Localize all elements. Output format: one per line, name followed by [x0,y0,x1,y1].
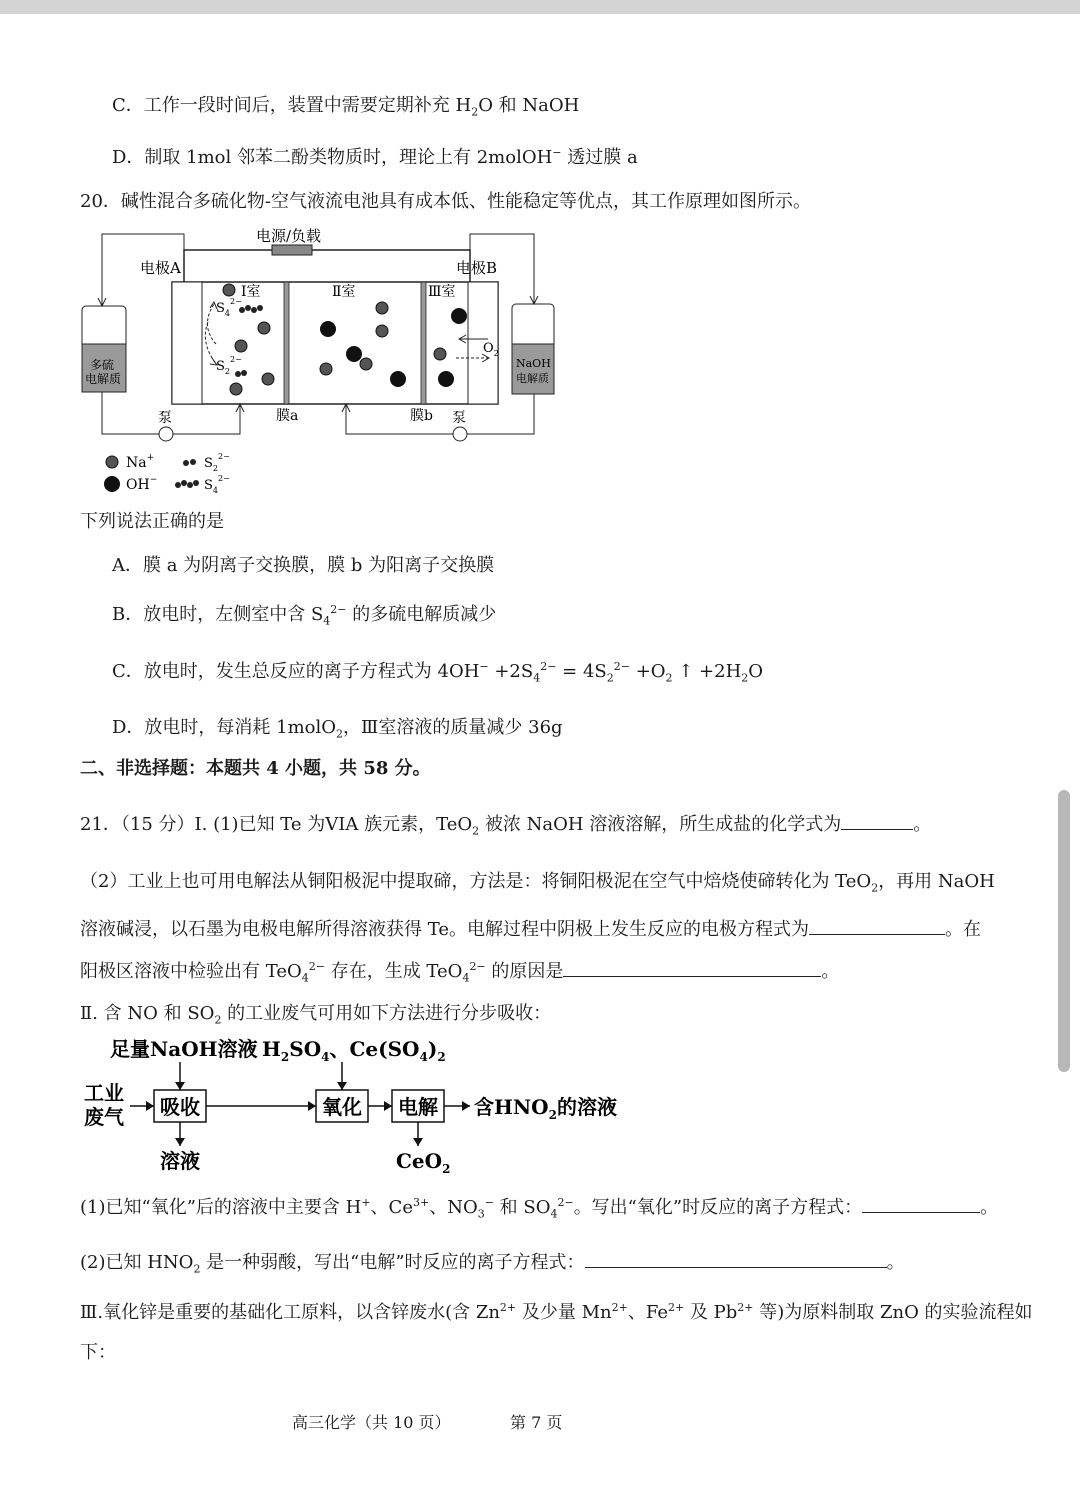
absorb-label: 吸收 [160,1095,200,1119]
q20-prompt: 下列说法正确的是 [80,511,224,532]
flow-input-line2: 废气 [84,1105,124,1129]
top-edge-bar [0,0,1080,14]
flow-byproduct-solution: 溶液 [160,1149,200,1173]
left-tank-label1: 多硫 [90,358,115,372]
answer-blank[interactable] [841,813,913,830]
absorption-flow-diagram [80,1032,640,1182]
na-ion [320,363,332,375]
footer-page-number: 第 7 页 [510,1413,563,1432]
answer-blank[interactable] [809,918,945,935]
electrode-a [172,282,202,404]
right-pump-label: 泵 [452,410,466,426]
left-tank-label2: 电解质 [85,372,122,386]
legend-oh-icon [104,476,120,492]
q21-part1-2-line2: 溶液碱浸，以石墨为电极电解所得溶液获得 Te。电解过程中阴极上发生反应的电极方程式为 。在 [80,919,981,940]
power-wire [184,250,470,282]
right-tank-label1: NaOH [516,357,551,370]
legend-s4-icon [175,480,199,488]
legend-oh: OH− [126,475,158,493]
right-tank-label2: 电解质 [516,372,549,385]
na-ion [434,348,446,360]
legend-s2: $S_2^{2-}$ [204,452,230,473]
s2-label: $S_2^{2-}$ [216,355,242,376]
q20-option-b: B．放电时，左侧室中含 $S_4^{2-}$ 的多硫电解质减少 [112,603,497,628]
na-ion [258,322,270,334]
oh-ion [346,346,362,362]
electrode-b-label: 电极B [456,259,498,277]
membrane-a-label: 膜a [276,408,299,424]
membrane-b [421,282,426,404]
legend-na: Na+ [126,453,155,471]
na-ion [230,383,242,395]
legend-na-icon [106,456,118,468]
q21-part2-1: (1)已知“氧化”后的溶液中主要含 H+、$Ce^{3+}$、$NO_3^-$ 和 $SO_4^{2-}$。写出“氧化”时反应的离子方程式： 。 [80,1196,999,1221]
legend-s2-icon [183,459,196,466]
s4-label: $S_4^{2-}$ [216,297,242,318]
q19-option-c: C．工作一段时间后，装置中需要定期补充 $H_2O$ 和 NaOH [112,95,580,119]
na-ion [235,340,247,352]
q21-part1-2-line3: 阳极区溶液中检验出有 TeO$_4^{2-}$ 存在，生成 TeO$_4^{2-}$ 的原因是 。 [80,960,840,985]
left-pump [159,427,173,441]
q21-part3-line1: Ⅲ.氧化锌是重要的基础化工原料，以含锌废水(含 $Zn^{2+}$ 及少量 $Mn^{2+}$、$Fe^{2+}$ 及 $Pb^{2+}$ 等)为原料制取 ZnO 的实验流程如 [80,1301,1033,1323]
footer-course: 高三化学（共 10 页） [292,1413,451,1432]
answer-blank[interactable] [563,960,821,977]
electrolyze-label: 电解 [398,1095,438,1119]
room2-label: Ⅱ室 [332,284,356,300]
na-ion [376,302,388,314]
oh-ion [451,308,467,324]
left-pump-label: 泵 [158,410,172,426]
section-2-heading: 二、非选择题：本题共 4 小题，共 58 分。 [80,758,431,779]
oh-ion [320,321,336,337]
flow-reagent-naoh: 足量NaOH溶液 [110,1037,258,1061]
scrollbar-thumb[interactable] [1058,790,1070,1072]
q19-option-d: D．制取 1mol 邻苯二酚类物质时，理论上有 2molOH− 透过膜 a [112,146,638,168]
room3-label: Ⅲ室 [428,284,456,300]
na-ion [223,284,235,296]
room1-label: Ⅰ室 [241,284,261,300]
q20-option-c: C．放电时，发生总反应的离子方程式为 $4OH^- +2S_4^{2-} = 4S_2^{2-} +O_2$ ↑ $+2H_2O$ [112,660,764,685]
battery-diagram [76,226,556,502]
o2-label: $O_2$ [483,341,499,358]
legend-s4: $S_4^{2-}$ [204,474,230,495]
answer-blank[interactable] [862,1196,980,1213]
q20-option-a: A．膜 a 为阴离子交换膜，膜 b 为阳离子交换膜 [112,555,495,576]
oh-ion [438,371,454,387]
q21-part3-line2: 下： [80,1342,116,1363]
q21-part1-1: 21．（15 分）Ⅰ. (1)已知 Te 为VIA 族元素，TeO$_2$ 被浓 NaOH 溶液溶解，所生成盐的化学式为 。 [80,814,932,838]
q20-stem: 20．碱性混合多硫化物-空气液流电池具有成本低、性能稳定等优点，其工作原理如图所示。 [80,191,811,212]
membrane-b-label: 膜b [410,408,433,424]
flow-reagent-acid: $H_2SO_4$、$Ce(SO_4)_2$ [262,1037,446,1064]
q21-part1-2-line1: （2）工业上也可用电解法从铜阳极泥中提取碲，方法是：将铜阳极泥在空气中焙烧使碲转化为 TeO$_2$，再用 NaOH [80,871,995,895]
answer-blank[interactable] [585,1251,887,1268]
q21-part2-2: (2)已知 $HNO_2$ 是一种弱酸，写出“电解”时反应的离子方程式： 。 [80,1252,905,1276]
na-ion [376,325,388,337]
q20-option-d: D．放电时，每消耗 1molO$_2$，Ⅲ室溶液的质量减少 36g [112,717,563,741]
flow-input-line1: 工业 [84,1081,124,1105]
right-pump [453,427,467,441]
na-ion [262,373,274,385]
electrode-a-label: 电极A [140,259,181,277]
power-label: 电源/负载 [256,227,322,245]
flow-product: 含$HNO_2$的溶液 [474,1095,617,1122]
load-resistor [272,245,312,255]
q21-part2-intro: Ⅱ. 含 NO 和 $SO_2$ 的工业废气可用如下方法进行分步吸收： [80,1003,552,1027]
flow-byproduct-ceo2: CeO$_2$ [396,1149,451,1176]
membrane-a [284,282,289,404]
oxidize-label: 氧化 [322,1095,362,1119]
na-ion [360,358,372,370]
oh-ion [390,371,406,387]
